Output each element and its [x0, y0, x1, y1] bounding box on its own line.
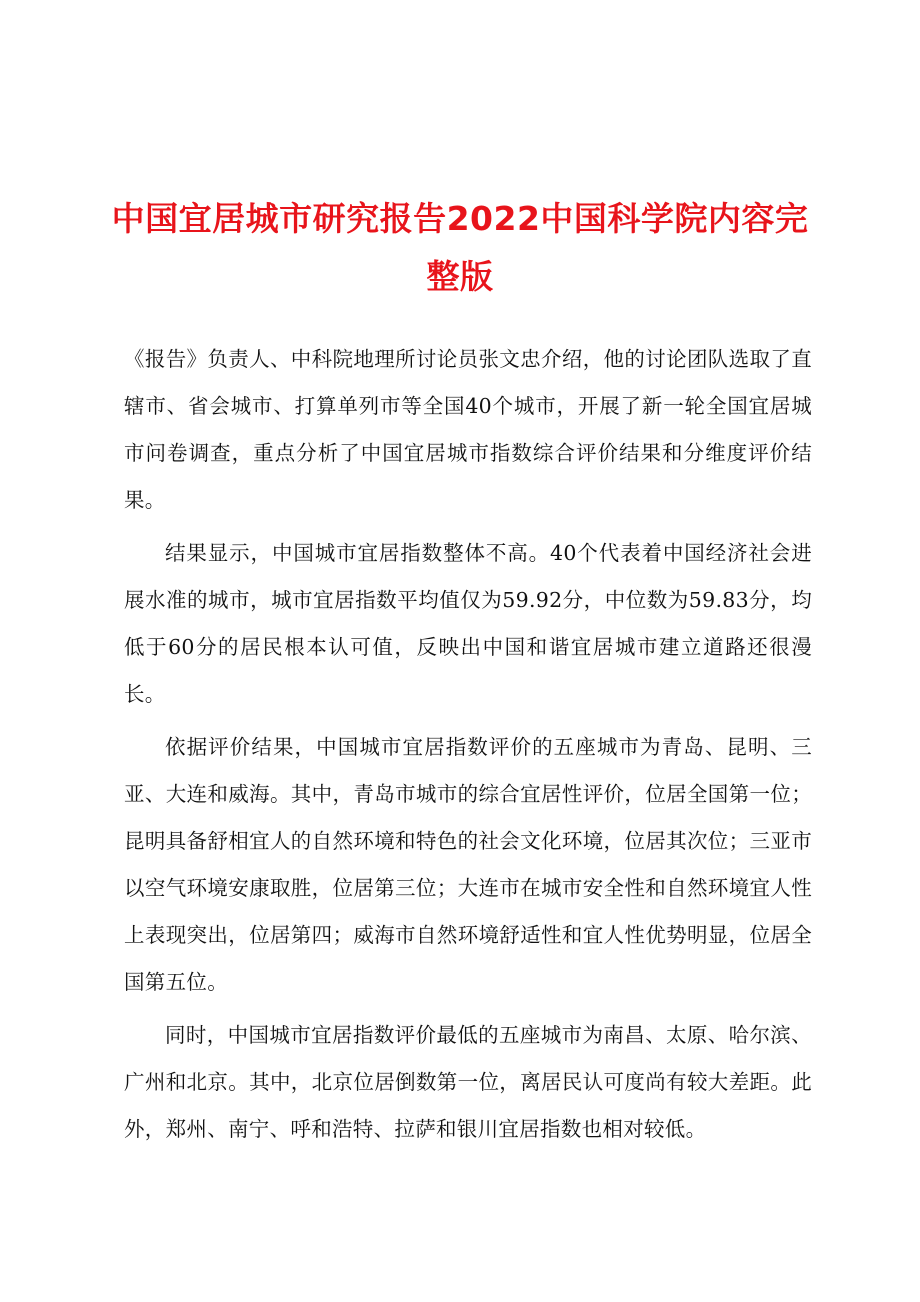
paragraph-results: 结果显示，中国城市宜居指数整体不高。40个代表着中国经济社会进展水准的城市，城市宜居指数平均值仅为59.92分，中位数为59.83分，均低于60分的居民根本认可值，反映出中国和谐宜居城市建立道路还很漫长。 — [124, 541, 812, 706]
document-title: 中国宜居城市研究报告2022中国科学院内容完整版 — [111, 199, 809, 296]
paragraph-intro: 《报告》负责人、中科院地理所讨论员张文忠介绍，他的讨论团队选取了直辖市、省会城市、打算单列市等全国40个城市，开展了新一轮全国宜居城市问卷调查，重点分析了中国宜居城市指数综合评价结果和分维度评价结果。 — [124, 347, 812, 512]
document-body — [124, 336, 812, 1159]
paragraph-bottom-cities: 同时，中国城市宜居指数评价最低的五座城市为南昌、太原、哈尔滨、广州和北京。其中，北京位居倒数第一位，离居民认可度尚有较大差距。此外，郑州、南宁、呼和浩特、拉萨和银川宜居指数也相对较低。 — [124, 1023, 812, 1141]
paragraph-top-cities: 依据评价结果，中国城市宜居指数评价的五座城市为青岛、昆明、三亚、大连和威海。其中，青岛市城市的综合宜居性评价，位居全国第一位；昆明具备舒相宜人的自然环境和特色的社会文化环境，位居其次位；三亚市以空气环境安康取胜，位居第三位；大连市在城市安全性和自然环境宜人性上表现突出，位居第四；威海市自然环境舒适性和宜人性优势明显，位居全国第五位。 — [124, 735, 812, 994]
